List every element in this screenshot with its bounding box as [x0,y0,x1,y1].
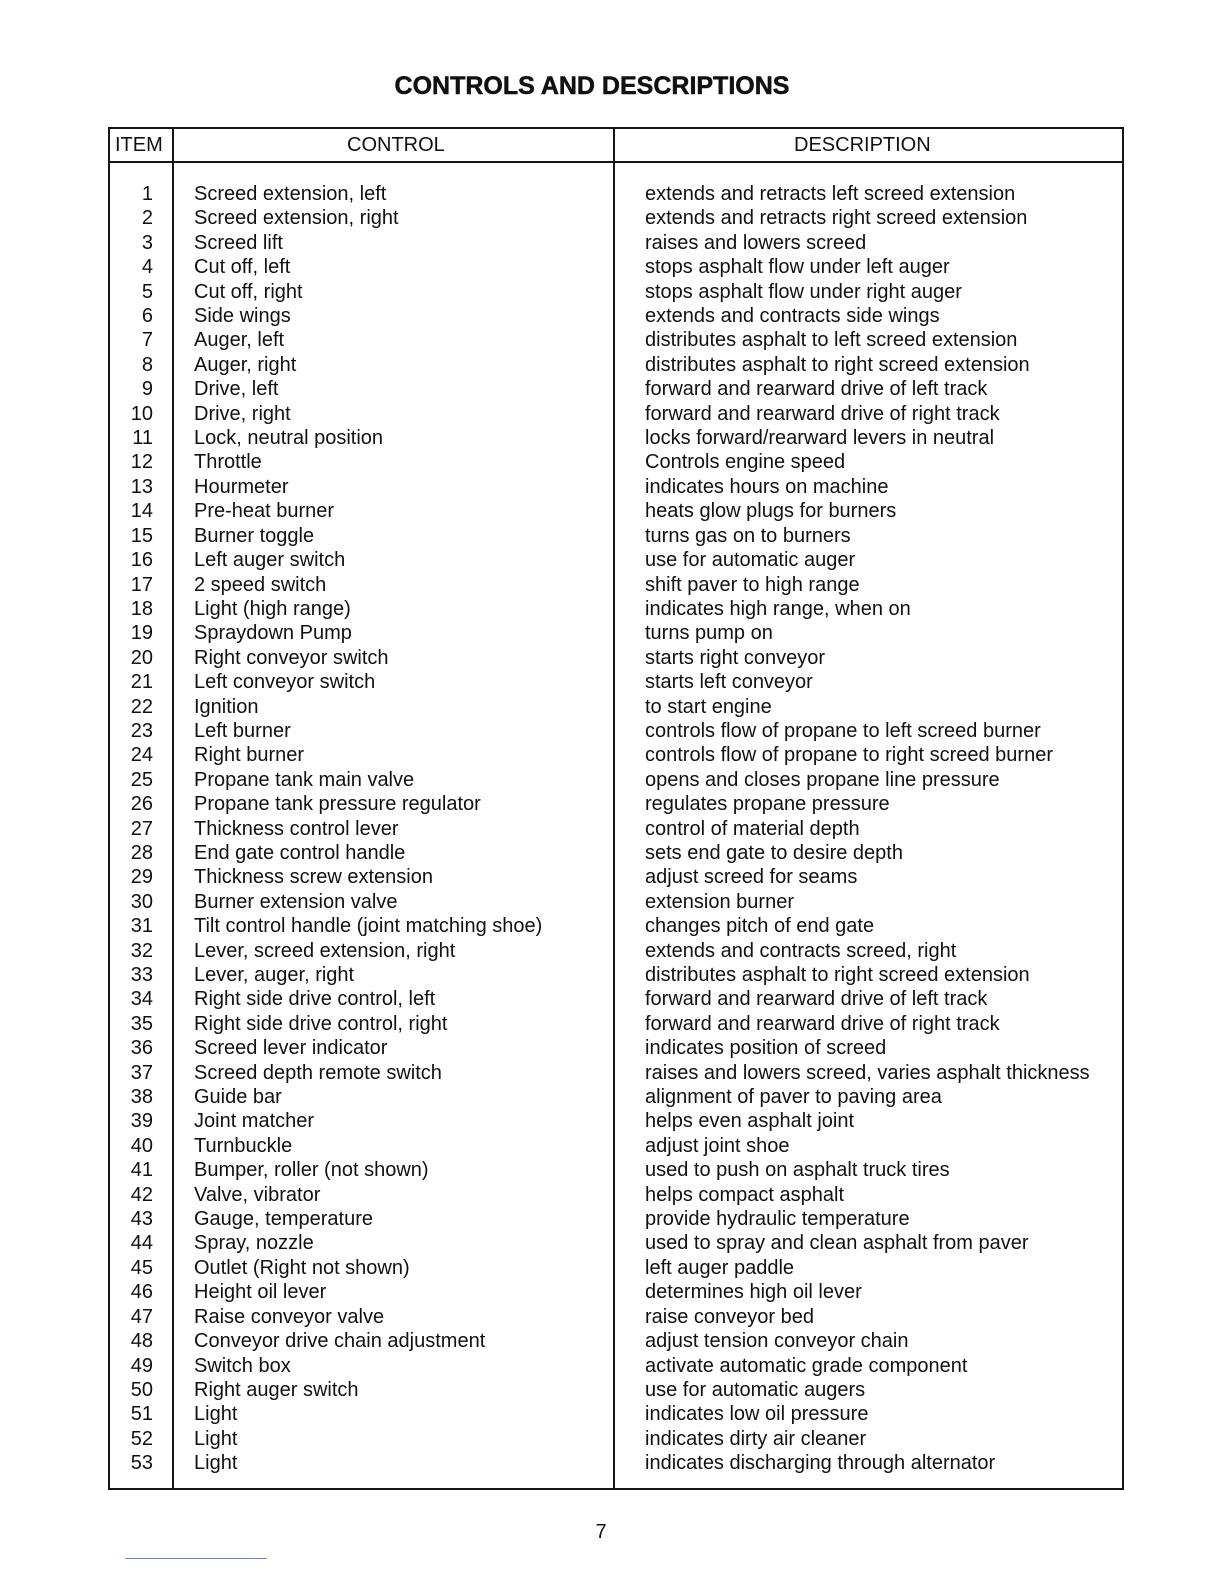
table-row [110,328,1122,352]
control-name: Cut off, right [194,280,303,303]
item-number: 18 [130,597,153,620]
table-row [110,1378,1122,1402]
table-row [110,231,1122,255]
control-description: starts right conveyor [645,646,826,669]
item-number: 46 [130,1281,153,1304]
control-description: helps even asphalt joint [645,1110,855,1133]
item-number: 6 [141,305,153,328]
table-row [110,1061,1122,1085]
item-number: 44 [130,1232,153,1255]
control-name: Screed depth remote switch [194,1061,442,1084]
item-number: 35 [130,1012,153,1035]
table-row [110,890,1122,914]
control-name: Thickness screw extension [194,866,433,889]
item-number: 13 [130,475,153,498]
table-row [110,377,1122,401]
control-name: Propane tank pressure regulator [194,793,481,816]
table-row [110,1231,1122,1255]
control-name: Screed extension, left [194,183,387,205]
control-description: locks forward/rearward levers in neutral [645,427,995,450]
table-row [110,621,1122,645]
item-number: 53 [130,1452,153,1475]
control-description: opens and closes propane line pressure [645,768,1000,791]
item-number: 5 [141,280,153,303]
control-name: Spray, nozzle [194,1232,314,1255]
item-number: 26 [130,793,153,816]
table-row [110,792,1122,816]
control-description: use for automatic augers [645,1378,866,1401]
item-number: 50 [130,1378,153,1401]
control-description: used to spray and clean asphalt from paver [645,1232,1029,1255]
control-name: Drive, right [194,402,291,425]
item-number: 31 [130,915,153,938]
control-name: Lever, auger, right [194,964,355,986]
control-description: extension burner [645,890,794,913]
item-number: 27 [130,817,153,840]
item-number: 41 [130,1159,153,1182]
page-number: 7 [595,1521,607,1543]
control-name: Thickness control lever [194,817,399,840]
control-name: Height oil lever [194,1281,327,1304]
table-row [110,280,1122,304]
control-description: indicates dirty air cleaner [645,1427,867,1450]
table-row [110,914,1122,938]
control-description: controls flow of propane to right screed burner [645,744,1053,767]
table-row [110,695,1122,719]
table-row [110,450,1122,474]
item-number: 3 [141,231,153,254]
control-description: extends and retracts left screed extension [645,183,1016,205]
table-row [110,1256,1122,1280]
item-number: 10 [130,402,153,425]
control-name: Gauge, temperature [194,1208,373,1231]
control-name: Right auger switch [194,1378,359,1401]
table-row [110,1354,1122,1378]
control-description: turns gas on to burners [645,524,851,547]
item-number: 21 [130,671,153,694]
control-name: Ignition [194,695,259,718]
control-description: adjust tension conveyor chain [645,1330,909,1353]
table-row [110,817,1122,841]
control-name: Spraydown Pump [194,622,352,645]
item-number: 23 [130,719,153,742]
control-name: Auger, left [194,329,285,352]
item-number: 1 [141,183,153,205]
table-row [110,353,1122,377]
control-description: stops asphalt flow under right auger [645,280,962,303]
control-name: Guide bar [194,1086,282,1109]
table-row [110,475,1122,499]
item-number: 38 [130,1086,153,1109]
footer-rule [125,1558,267,1559]
table-row [110,1085,1122,1109]
item-number: 20 [130,646,153,669]
item-number: 36 [130,1037,153,1060]
control-description: extends and retracts right screed extension [645,207,1028,230]
item-number: 52 [130,1427,153,1450]
item-number: 19 [130,622,153,645]
control-name: Right conveyor switch [194,646,389,669]
item-number: 28 [130,841,153,864]
table-body [110,182,1122,1476]
table-row [110,182,1122,206]
control-description: shift paver to high range [645,573,860,596]
control-name: Light [194,1452,238,1475]
table-row [110,597,1122,621]
control-name: Burner extension valve [194,890,398,913]
control-description: starts left conveyor [645,671,813,694]
item-number: 15 [130,524,153,547]
control-description: indicates hours on machine [645,475,889,498]
control-name: Light (high range) [194,597,351,620]
item-number: 49 [130,1354,153,1377]
control-name: Burner toggle [194,524,315,547]
control-description: indicates low oil pressure [645,1403,869,1426]
item-number: 40 [130,1134,153,1157]
item-number: 29 [130,866,153,889]
table-row [110,719,1122,743]
control-description: forward and rearward drive of left track [645,378,988,401]
table-row [110,768,1122,792]
item-number: 9 [141,378,153,401]
control-name: Left conveyor switch [194,671,376,694]
control-description: indicates position of screed [645,1037,887,1060]
control-name: Cut off, left [194,256,291,279]
item-number: 7 [141,329,153,352]
table-row [110,1280,1122,1304]
item-number: 37 [130,1061,153,1084]
table-row [110,304,1122,328]
item-number: 43 [130,1208,153,1231]
page-title: CONTROLS AND DESCRIPTIONS [394,72,790,100]
control-name: Raise conveyor valve [194,1305,385,1328]
control-name: Outlet (Right not shown) [194,1256,410,1279]
table-row [110,1134,1122,1158]
control-description: forward and rearward drive of right track [645,1012,1000,1035]
table-row [110,573,1122,597]
table-row [110,841,1122,865]
control-description: forward and rearward drive of left track [645,988,988,1011]
control-name: End gate control handle [194,841,406,864]
table-row [110,987,1122,1011]
control-name: Hourmeter [194,475,289,498]
control-description: controls flow of propane to left screed burner [645,719,1041,742]
control-name: Right side drive control, left [194,988,436,1011]
item-number: 47 [130,1305,153,1328]
control-description: adjust screed for seams [645,866,858,889]
control-name: Right side drive control, right [194,1012,448,1035]
table-row [110,1427,1122,1451]
control-description: use for automatic auger [645,549,856,572]
control-description: distributes asphalt to right screed extension [645,964,1030,986]
control-description: activate automatic grade component [645,1354,968,1377]
table-row [110,402,1122,426]
control-name: Switch box [194,1354,291,1377]
table-row [110,426,1122,450]
control-description: heats glow plugs for burners [645,500,897,523]
item-number: 16 [130,549,153,572]
control-description: control of material depth [645,817,860,840]
control-description: indicates discharging through alternator [645,1452,996,1475]
item-number: 45 [130,1256,153,1279]
item-number: 32 [130,939,153,962]
item-number: 8 [141,353,153,376]
control-name: Side wings [194,305,291,328]
control-description: raises and lowers screed [645,231,867,254]
control-name: Bumper, roller (not shown) [194,1159,429,1182]
item-number: 22 [130,695,153,718]
item-number: 33 [130,964,153,986]
control-description: raise conveyor bed [645,1305,814,1328]
table-row [110,1036,1122,1060]
control-description: extends and contracts side wings [645,305,940,328]
item-number: 48 [130,1330,153,1353]
control-description: forward and rearward drive of right track [645,402,1000,425]
item-number: 17 [130,573,153,596]
table-row [110,1329,1122,1353]
table-row [110,646,1122,670]
table-row [110,670,1122,694]
table-row [110,939,1122,963]
control-description: to start engine [645,695,772,718]
control-description: adjust joint shoe [645,1134,790,1157]
control-description: turns pump on [645,622,773,645]
control-name: Right burner [194,744,305,767]
control-name: Valve, vibrator [194,1183,321,1206]
control-name: Drive, left [194,378,279,401]
table-row [110,1158,1122,1182]
control-description: provide hydraulic temperature [645,1208,910,1231]
item-number: 11 [132,427,153,450]
control-name: Left burner [194,719,291,742]
control-description: used to push on asphalt truck tires [645,1159,950,1182]
control-name: Lever, screed extension, right [194,939,456,962]
table-row [110,1207,1122,1231]
table-row [110,1402,1122,1426]
item-number: 12 [130,451,153,474]
header-description: DESCRIPTION [794,134,931,156]
table-row [110,255,1122,279]
item-number: 39 [130,1110,153,1133]
header-control: CONTROL [347,134,445,156]
control-description: sets end gate to desire depth [645,841,903,864]
table-row [110,1183,1122,1207]
item-number: 34 [130,988,153,1011]
item-number: 14 [130,500,153,523]
control-description: left auger paddle [645,1256,795,1279]
table-row [110,499,1122,523]
control-description: distributes asphalt to left screed extension [645,329,1018,352]
table-header [110,129,1122,163]
table-row [110,548,1122,572]
item-number: 25 [130,768,153,791]
control-name: Screed lift [194,231,283,254]
table-row [110,1012,1122,1036]
control-name: Light [194,1403,238,1426]
control-description: regulates propane pressure [645,793,890,816]
control-name: Screed lever indicator [194,1037,388,1060]
control-name: Lock, neutral position [194,427,384,450]
control-description: Controls engine speed [645,451,846,474]
item-number: 42 [130,1183,153,1206]
item-number: 51 [130,1403,153,1426]
control-description: changes pitch of end gate [645,915,875,938]
table-row [110,206,1122,230]
control-description: alignment of paver to paving area [645,1086,942,1109]
table-row [110,1451,1122,1475]
table-row [110,1109,1122,1133]
control-name: Light [194,1427,238,1450]
item-number: 30 [130,890,153,913]
control-name: Throttle [194,451,262,474]
control-name: Screed extension, right [194,207,399,230]
control-description: stops asphalt flow under left auger [645,256,950,279]
control-name: Joint matcher [194,1110,315,1133]
header-item: ITEM [115,134,163,156]
control-name: Turnbuckle [194,1134,293,1157]
control-name: Auger, right [194,353,297,376]
control-name: Conveyor drive chain adjustment [194,1330,486,1353]
item-number: 2 [141,207,153,230]
control-description: helps compact asphalt [645,1183,845,1206]
control-name: Left auger switch [194,549,346,572]
control-description: determines high oil lever [645,1281,862,1304]
table-row [110,524,1122,548]
control-name: Propane tank main valve [194,768,415,791]
control-description: indicates high range, when on [645,597,911,620]
table-row [110,963,1122,987]
item-number: 24 [130,744,153,767]
control-name: 2 speed switch [194,573,327,596]
control-name: Pre-heat burner [194,500,335,523]
controls-table [108,127,1124,1490]
control-description: extends and contracts screed, right [645,939,957,962]
control-description: raises and lowers screed, varies asphalt thickness [645,1061,1090,1084]
control-name: Tilt control handle (joint matching shoe) [194,915,543,938]
item-number: 4 [141,256,153,279]
table-row [110,743,1122,767]
control-description: distributes asphalt to right screed extension [645,353,1030,376]
table-row [110,1305,1122,1329]
table-row [110,865,1122,889]
